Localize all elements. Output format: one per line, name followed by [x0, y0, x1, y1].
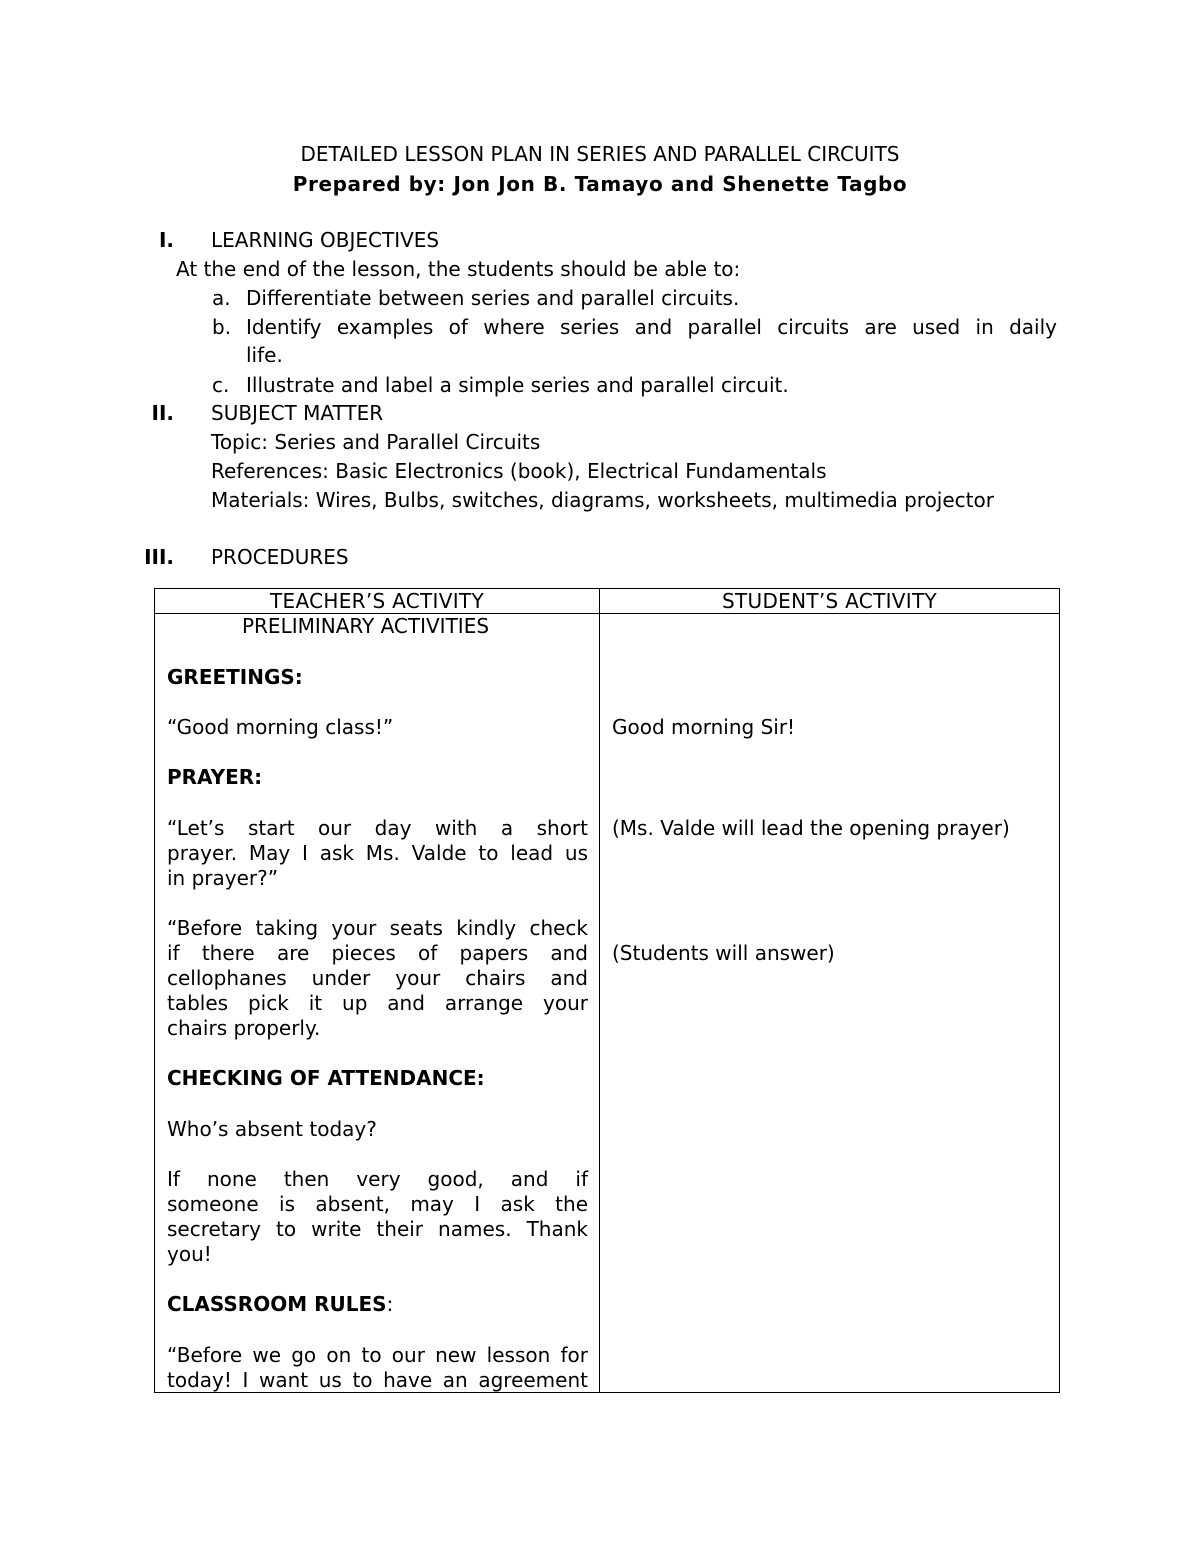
- section-number-procedures: III.: [144, 545, 174, 569]
- student-answer-reply: (Students will answer): [612, 941, 835, 965]
- document-title: DETAILED LESSON PLAN IN SERIES AND PARALLEL CIRCUITS: [300, 142, 900, 166]
- procedures-table: [154, 588, 1060, 1393]
- subject-materials: Materials: Wires, Bulbs, switches, diagrams, worksheets, multimedia projector: [211, 488, 994, 512]
- subject-topic: Topic: Series and Parallel Circuits: [211, 430, 541, 454]
- attendance-heading: CHECKING OF ATTENDANCE:: [167, 1066, 485, 1090]
- attendance-text-line: you!: [167, 1242, 212, 1266]
- objective-item: [246, 313, 1057, 341]
- objective-item-line: Identify examples of where series and parallel circuits are used in daily: [246, 315, 1057, 339]
- attendance-text-line: someone is absent, may I ask the: [167, 1192, 588, 1216]
- objective-letter: b.: [212, 315, 232, 339]
- seats-text-line: tables pick it up and arrange your: [167, 991, 588, 1015]
- greetings-text: “Good morning class!”: [167, 715, 394, 739]
- prepared-by: Prepared by: Jon Jon B. Tamayo and Shenette Tagbo: [292, 172, 908, 196]
- classroom-rules-colon: :: [386, 1292, 394, 1316]
- section-heading-procedures: PROCEDURES: [211, 545, 349, 569]
- classroom-rules-heading: [167, 1292, 588, 1317]
- section-number-subject: II.: [151, 401, 174, 425]
- seats-text-line: “Before taking your seats kindly check: [167, 916, 588, 940]
- prayer-text-line: prayer. May I ask Ms. Valde to lead us: [167, 841, 588, 865]
- prayer-heading: PRAYER:: [167, 765, 263, 789]
- table-header-row: [155, 589, 1060, 614]
- classroom-rules-heading-text: CLASSROOM RULES: [167, 1292, 387, 1316]
- section-heading-objectives: LEARNING OBJECTIVES: [211, 228, 440, 252]
- preliminary-activities-label: PRELIMINARY ACTIVITIES: [241, 614, 490, 638]
- attendance-text-line: secretary to write their names. Thank: [167, 1217, 588, 1241]
- rules-text-line: today! I want us to have an agreement: [167, 1368, 588, 1392]
- rules-text-line: “Before we go on to our new lesson for: [167, 1343, 588, 1367]
- teacher-activity-cell: [155, 614, 600, 1393]
- section-number-objectives: I.: [158, 228, 174, 252]
- student-prayer-reply: (Ms. Valde will lead the opening prayer): [612, 816, 1010, 840]
- seats-text-line: chairs properly.: [167, 1016, 321, 1040]
- objective-letter: c.: [212, 373, 230, 397]
- student-greeting-reply: Good morning Sir!: [612, 715, 796, 739]
- seats-text-line: cellophanes under your chairs and: [167, 966, 588, 990]
- table-row: [155, 614, 1060, 1393]
- prayer-text-line: in prayer?”: [167, 866, 279, 890]
- objective-item-continuation: life.: [246, 343, 283, 367]
- student-activity-header: STUDENT’S ACTIVITY: [600, 589, 1060, 614]
- objective-item: Illustrate and label a simple series and parallel circuit.: [246, 373, 789, 397]
- prayer-text-line: “Let’s start our day with a short: [167, 816, 588, 840]
- attendance-text-line: If none then very good, and if: [167, 1167, 588, 1191]
- subject-references: References: Basic Electronics (book), Electrical Fundamentals: [211, 459, 827, 483]
- objectives-intro: At the end of the lesson, the students should be able to:: [176, 257, 741, 281]
- seats-text-line: if there are pieces of papers and: [167, 941, 588, 965]
- objective-item: Differentiate between series and parallel circuits.: [246, 286, 740, 310]
- student-activity-cell: [600, 614, 1060, 1393]
- objective-letter: a.: [212, 286, 231, 310]
- section-heading-subject: SUBJECT MATTER: [211, 401, 384, 425]
- greetings-heading: GREETINGS:: [167, 665, 303, 689]
- teacher-activity-header: TEACHER’S ACTIVITY: [155, 589, 600, 614]
- attendance-question: Who’s absent today?: [167, 1117, 377, 1141]
